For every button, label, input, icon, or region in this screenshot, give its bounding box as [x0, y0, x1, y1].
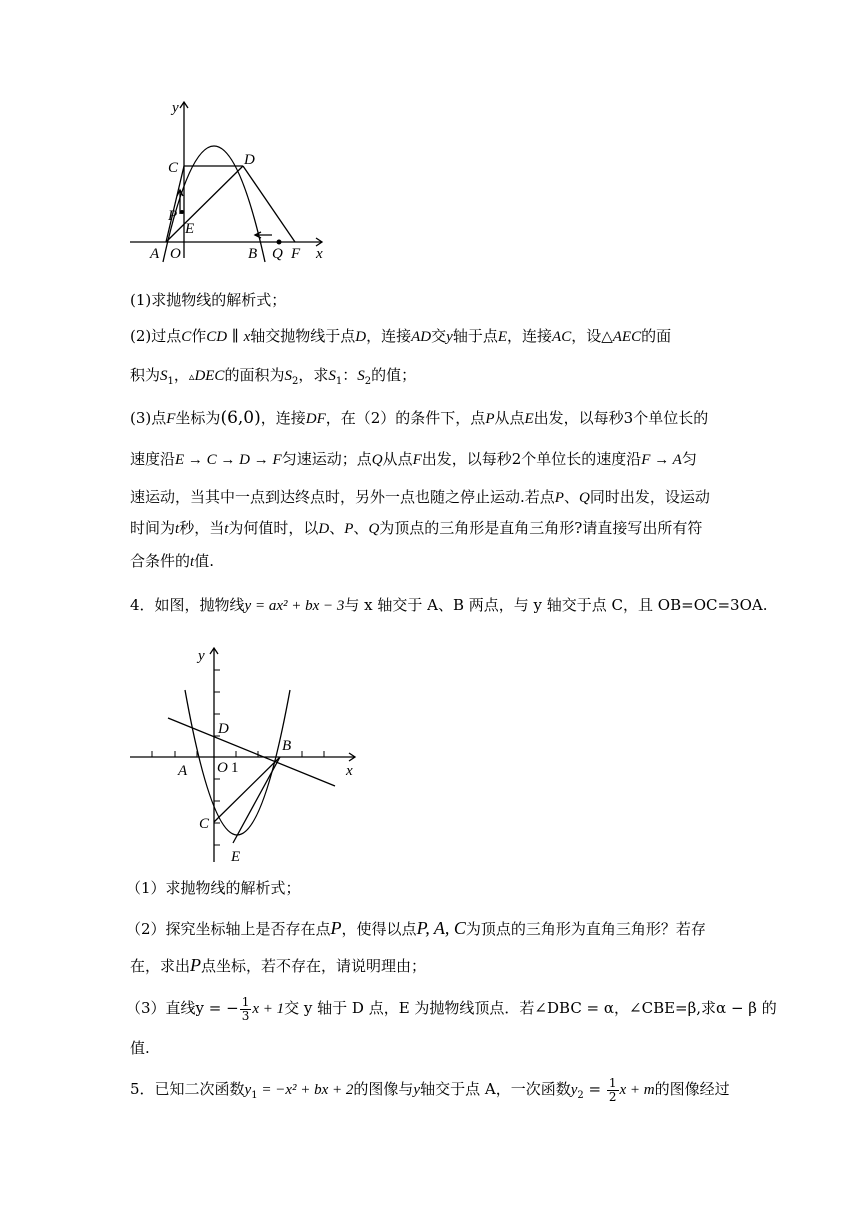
label-a: A — [150, 246, 160, 262]
label-e: E — [231, 849, 241, 865]
label-d: D — [218, 721, 229, 737]
label-b: B — [282, 738, 292, 754]
label-e: E — [185, 221, 195, 237]
label-y: y — [172, 100, 179, 116]
q4-part2-line2: 在，求出P点坐标，若不存在，请说明理由； — [130, 955, 427, 975]
q3-part1: (1)求抛物线的解析式； — [130, 291, 287, 309]
label-p: P — [168, 208, 178, 224]
label-c: C — [168, 160, 179, 176]
q3-part3-line3: 速运动，当其中一点到达终点时，另外一点也随之停止运动.若点P、Q同时出发，设运动 — [130, 488, 710, 506]
q4-part1: （1）求抛物线的解析式； — [126, 879, 301, 897]
fraction-one-third: $\frac{1}{3}$ — [241, 994, 250, 1023]
q4-stem: 4．如图，抛物线y = ax² + bx − 3与 x 轴交于 A、B 两点，与 y 轴交于点 C，且 OB=OC=3OA. — [130, 596, 768, 614]
line-db — [168, 718, 335, 786]
q3-part3-line5: 合条件的t值. — [130, 552, 214, 570]
label-y: y — [198, 648, 205, 664]
point-p — [180, 210, 184, 214]
q3-part3-line1: (3)点F坐标为(6,0)，连接DF，在（2）的条件下，点P从点E出发，以每秒3个单位长的 — [130, 408, 709, 428]
figure-parabola-cdf — [120, 95, 335, 265]
label-x: x — [316, 246, 323, 262]
label-q: Q — [272, 246, 283, 262]
label-c: C — [199, 816, 210, 832]
fraction-one-half: $\frac{1}{2}$ — [608, 1075, 617, 1104]
label-one: 1 — [231, 760, 239, 776]
figure-parabola-dbc — [125, 640, 365, 870]
segment-ac — [166, 166, 184, 242]
q3-part2-line1: (2)过点C作CD ∥ x轴交抛物线于点D，连接AD交y轴于点E，连接AC，设△AEC的面 — [130, 327, 672, 345]
label-f: F — [291, 246, 301, 262]
label-a: A — [178, 763, 188, 779]
q3-part3-line2: 速度沿E → C → D → F匀速运动；点Q从点F出发，以每秒2个单位长的速度沿F → A匀 — [130, 450, 697, 468]
q3-part2-line2: 积为$S_1$，▵DEC的面积为$S_2$，求$S_1$：$S_2$的值； — [130, 366, 417, 387]
q4-part3-line1: （3）直线y = − $\frac{1}{3}$ x + 1交 y 轴于 D 点，E 为抛物线顶点．若∠DBC = α，∠CBE=β,求α − β 的 — [126, 994, 777, 1023]
q3-part3-line4: 时间为t秒，当t为何值时，以D、P、Q为顶点的三角形是直角三角形?请直接写出所有符 — [130, 519, 703, 537]
q4-part3-line2: 值. — [130, 1039, 150, 1057]
segment-eb — [233, 757, 280, 843]
label-b: B — [248, 246, 258, 262]
label-x: x — [346, 763, 353, 779]
label-d: D — [244, 152, 255, 168]
label-o: O — [170, 246, 181, 262]
label-o: O — [217, 760, 228, 776]
segment-df — [243, 166, 295, 242]
q5-stem: 5．已知二次函数$y_1 = -x^2$ + bx + 2的图像与y轴交于点 A，一次函数$y_2$ = $\frac{1}{2}$ x + m的图像经过 — [130, 1075, 730, 1104]
point-q — [277, 240, 282, 245]
x-ticks — [152, 751, 324, 757]
q4-part2-line1: （2）探究坐标轴上是否存在点P，使得以点P, A, C为顶点的三角形为直角三角形？若存 — [126, 918, 706, 938]
